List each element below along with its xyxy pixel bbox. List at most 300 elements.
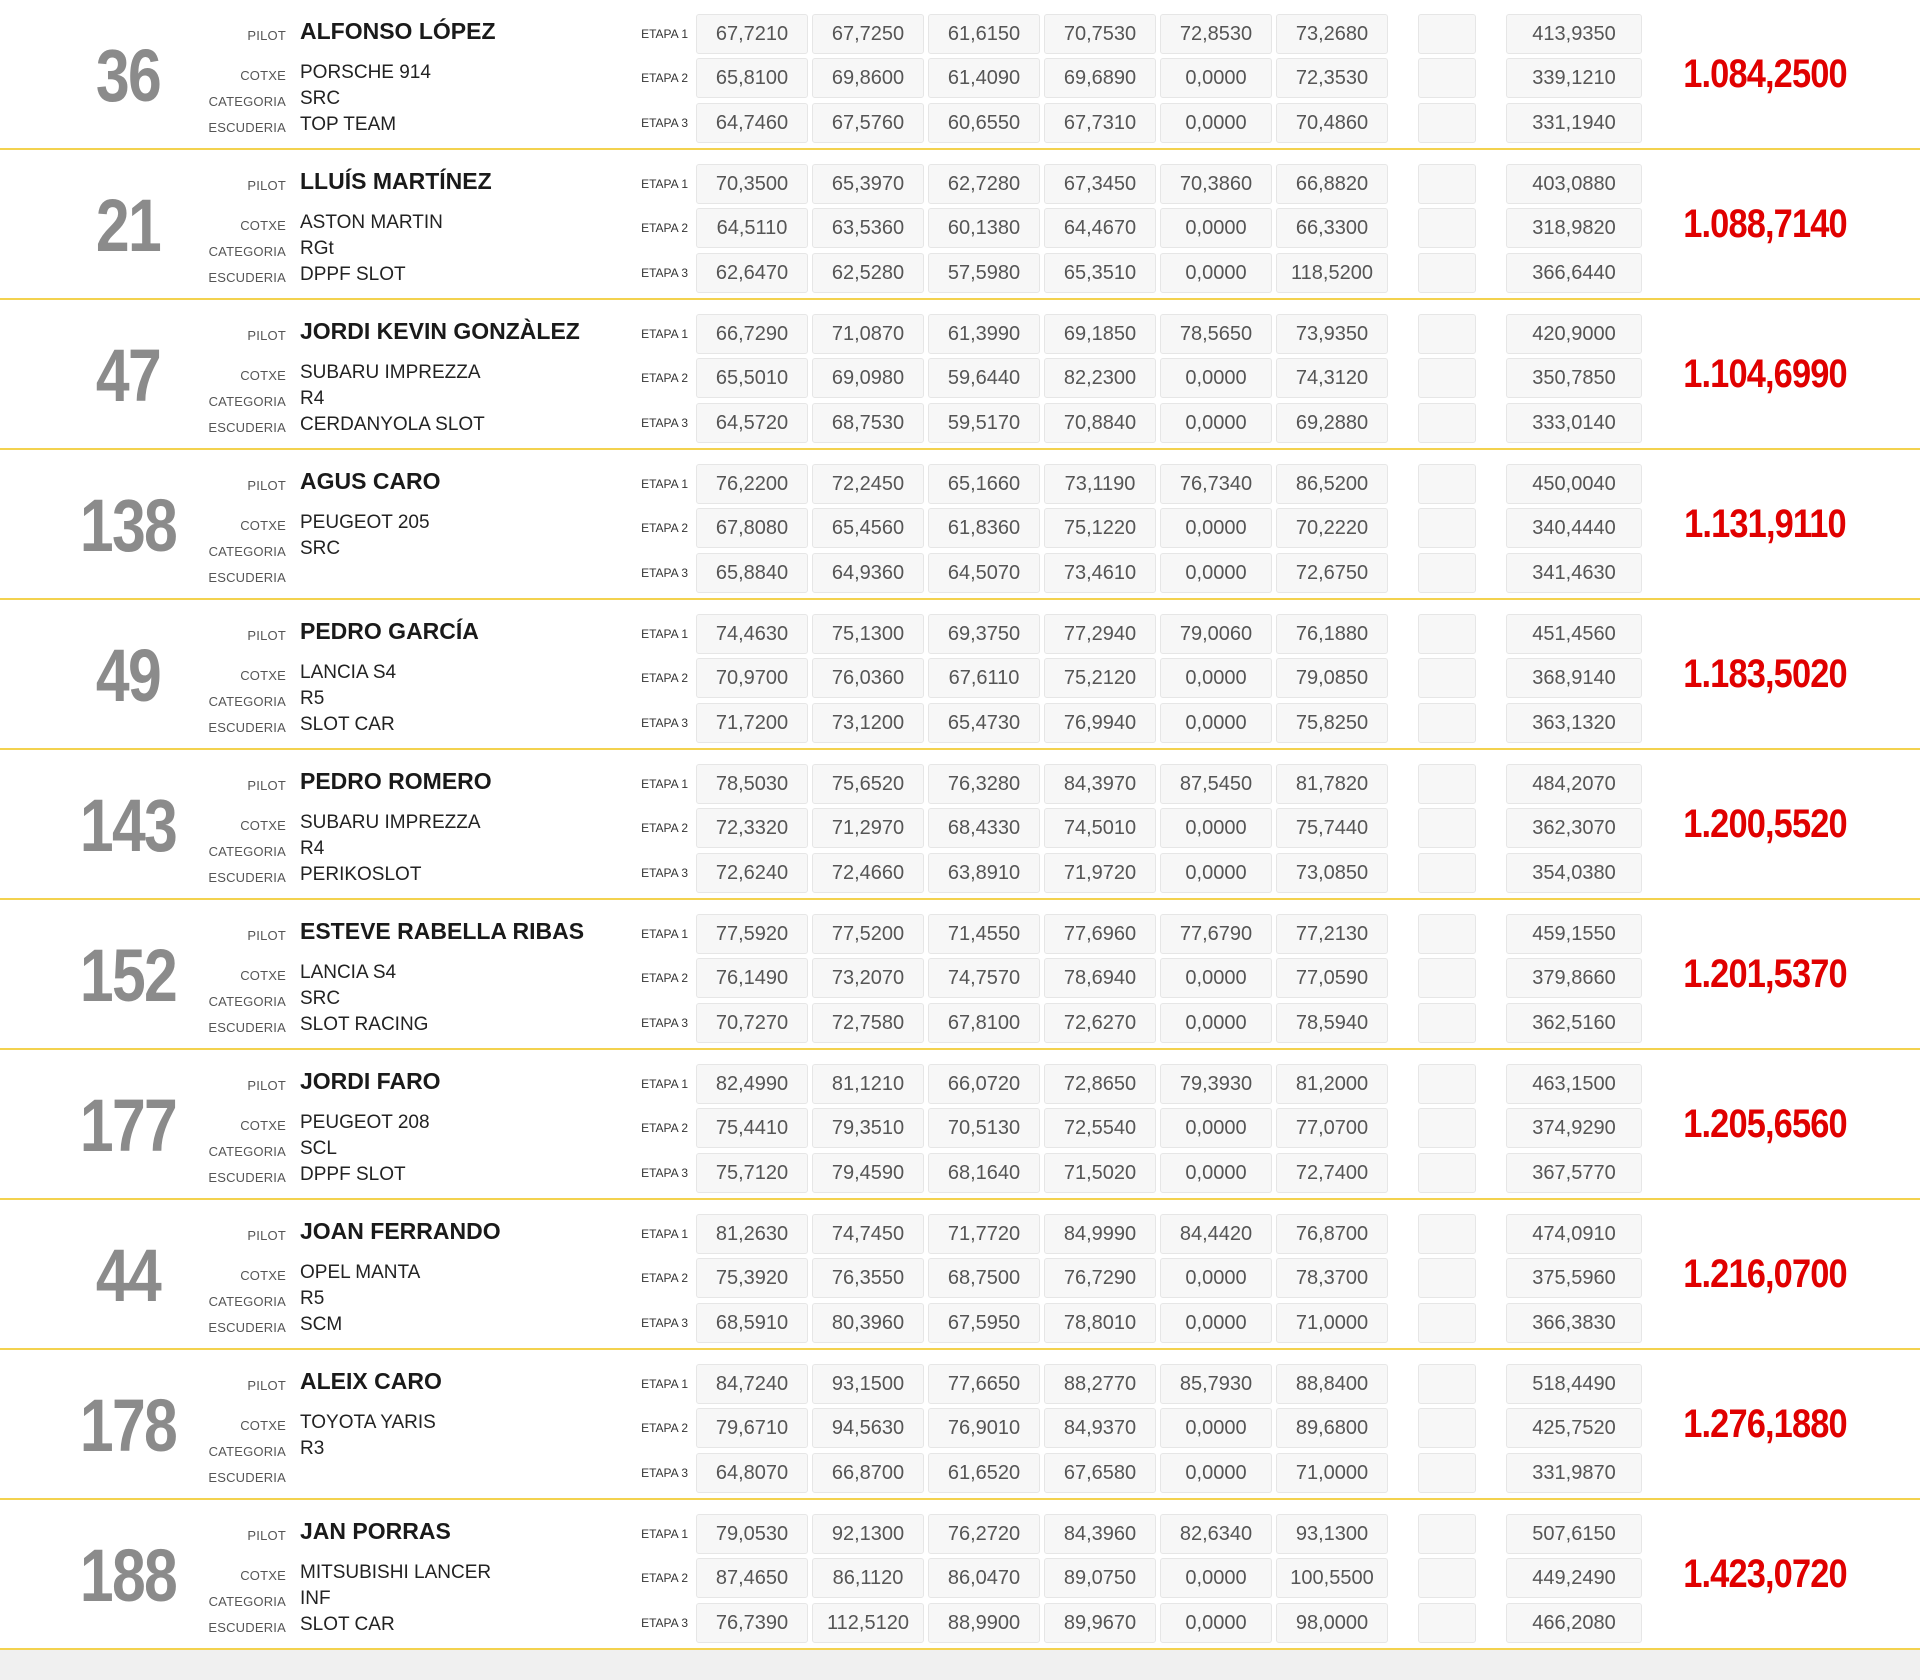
stage-time-cell: 86,1120 xyxy=(812,1558,924,1598)
overall-total: 1.084,2500 xyxy=(1683,52,1847,96)
stage-label: ETAPA 1 xyxy=(641,1377,688,1391)
stage-time-cell: 65,3970 xyxy=(812,164,924,204)
stage-time-cell: 75,3920 xyxy=(696,1258,808,1298)
stage-time-cell: 68,1640 xyxy=(928,1153,1040,1193)
team-value: SLOT RACING xyxy=(300,1014,429,1035)
category-value: R5 xyxy=(300,1288,325,1309)
stage-time-cell: 73,2680 xyxy=(1276,14,1388,54)
stage-time-cell: 70,2220 xyxy=(1276,508,1388,548)
car-value: PEUGEOT 208 xyxy=(300,1112,430,1133)
pilot-value: PEDRO ROMERO xyxy=(300,768,492,794)
stage-time-cell: 0,0000 xyxy=(1160,853,1272,893)
overall-total: 1.200,5520 xyxy=(1683,802,1847,846)
stage-time-cell: 76,8700 xyxy=(1276,1214,1388,1254)
stage-time-cell: 81,2630 xyxy=(696,1214,808,1254)
stage-time-cell: 68,5910 xyxy=(696,1303,808,1343)
empty-cell xyxy=(1418,658,1476,698)
pilot-label: PILOT xyxy=(247,178,286,193)
stage-total-cell: 366,3830 xyxy=(1506,1303,1642,1343)
category-label: CATEGORIA xyxy=(208,544,286,559)
stage-total-cell: 331,1940 xyxy=(1506,103,1642,143)
stage-time-cell: 118,5200 xyxy=(1276,253,1388,293)
result-entry xyxy=(0,1350,1920,1500)
stage-time-cell: 66,3300 xyxy=(1276,208,1388,248)
empty-cell xyxy=(1418,1364,1476,1404)
stage-label: ETAPA 1 xyxy=(641,327,688,341)
stage-label: ETAPA 2 xyxy=(641,371,688,385)
stage-label: ETAPA 1 xyxy=(641,27,688,41)
stage-total-cell: 354,0380 xyxy=(1506,853,1642,893)
empty-cell xyxy=(1418,208,1476,248)
empty-cell xyxy=(1418,703,1476,743)
team-label: ESCUDERIA xyxy=(208,570,286,585)
team-label: ESCUDERIA xyxy=(208,270,286,285)
stage-total-cell: 459,1550 xyxy=(1506,914,1642,954)
overall-total: 1.276,1880 xyxy=(1683,1402,1847,1446)
stage-label: ETAPA 3 xyxy=(641,1166,688,1180)
result-entry xyxy=(0,1500,1920,1650)
stage-total-cell: 339,1210 xyxy=(1506,58,1642,98)
stage-time-cell: 74,7570 xyxy=(928,958,1040,998)
stage-time-cell: 69,6890 xyxy=(1044,58,1156,98)
stage-total-cell: 450,0040 xyxy=(1506,464,1642,504)
overall-total: 1.088,7140 xyxy=(1683,202,1847,246)
pilot-value: JAN PORRAS xyxy=(300,1518,451,1544)
stage-time-cell: 75,7120 xyxy=(696,1153,808,1193)
stage-time-cell: 0,0000 xyxy=(1160,1258,1272,1298)
stage-time-cell: 73,9350 xyxy=(1276,314,1388,354)
category-label: CATEGORIA xyxy=(208,94,286,109)
category-label: CATEGORIA xyxy=(208,244,286,259)
stage-label: ETAPA 2 xyxy=(641,971,688,985)
stage-label: ETAPA 1 xyxy=(641,1527,688,1541)
stage-label: ETAPA 2 xyxy=(641,1271,688,1285)
team-value: TOP TEAM xyxy=(300,114,397,135)
overall-total: 1.131,9110 xyxy=(1684,502,1846,546)
category-value: SRC xyxy=(300,538,341,559)
stage-time-cell: 72,5540 xyxy=(1044,1108,1156,1148)
stage-time-cell: 94,5630 xyxy=(812,1408,924,1448)
empty-cell xyxy=(1418,808,1476,848)
team-value: PERIKOSLOT xyxy=(300,864,422,885)
stage-time-cell: 76,3280 xyxy=(928,764,1040,804)
category-label: CATEGORIA xyxy=(208,1594,286,1609)
stage-time-cell: 93,1500 xyxy=(812,1364,924,1404)
pilot-value: JORDI KEVIN GONZÀLEZ xyxy=(300,318,580,344)
stage-time-cell: 112,5120 xyxy=(812,1603,924,1643)
stage-time-cell: 82,2300 xyxy=(1044,358,1156,398)
stage-time-cell: 63,8910 xyxy=(928,853,1040,893)
empty-cell xyxy=(1418,914,1476,954)
stage-time-cell: 0,0000 xyxy=(1160,253,1272,293)
stage-time-cell: 70,3860 xyxy=(1160,164,1272,204)
stage-time-cell: 67,6580 xyxy=(1044,1453,1156,1493)
stage-label: ETAPA 2 xyxy=(641,1421,688,1435)
stage-time-cell: 79,6710 xyxy=(696,1408,808,1448)
stage-time-cell: 64,9360 xyxy=(812,553,924,593)
stage-time-cell: 77,5920 xyxy=(696,914,808,954)
stage-time-cell: 76,7340 xyxy=(1160,464,1272,504)
stage-label: ETAPA 3 xyxy=(641,266,688,280)
team-label: ESCUDERIA xyxy=(208,1320,286,1335)
car-label: COTXE xyxy=(240,668,286,683)
team-value: CERDANYOLA SLOT xyxy=(300,414,485,435)
car-value: ASTON MARTIN xyxy=(300,212,443,233)
stage-time-cell: 64,4670 xyxy=(1044,208,1156,248)
car-label: COTXE xyxy=(240,1418,286,1433)
stage-time-cell: 62,6470 xyxy=(696,253,808,293)
stage-time-cell: 59,5170 xyxy=(928,403,1040,443)
stage-time-cell: 76,2200 xyxy=(696,464,808,504)
stage-total-cell: 374,9290 xyxy=(1506,1108,1642,1148)
stage-total-cell: 474,0910 xyxy=(1506,1214,1642,1254)
stage-time-cell: 69,8600 xyxy=(812,58,924,98)
car-number: 49 xyxy=(95,633,161,717)
team-label: ESCUDERIA xyxy=(208,1170,286,1185)
stage-label: ETAPA 3 xyxy=(641,116,688,130)
pilot-value: ALEIX CARO xyxy=(300,1368,442,1394)
stage-time-cell: 80,3960 xyxy=(812,1303,924,1343)
stage-time-cell: 70,4860 xyxy=(1276,103,1388,143)
stage-time-cell: 89,9670 xyxy=(1044,1603,1156,1643)
empty-cell xyxy=(1418,403,1476,443)
stage-time-cell: 72,3320 xyxy=(696,808,808,848)
stage-total-cell: 379,8660 xyxy=(1506,958,1642,998)
stage-label: ETAPA 3 xyxy=(641,1616,688,1630)
stage-time-cell: 61,3990 xyxy=(928,314,1040,354)
team-label: ESCUDERIA xyxy=(208,720,286,735)
stage-total-cell: 341,4630 xyxy=(1506,553,1642,593)
stage-time-cell: 66,7290 xyxy=(696,314,808,354)
car-value: SUBARU IMPREZZA xyxy=(300,362,481,383)
car-label: COTXE xyxy=(240,818,286,833)
stage-time-cell: 79,3930 xyxy=(1160,1064,1272,1104)
stage-time-cell: 76,1490 xyxy=(696,958,808,998)
category-label: CATEGORIA xyxy=(208,1144,286,1159)
stage-time-cell: 67,7250 xyxy=(812,14,924,54)
stage-total-cell: 375,5960 xyxy=(1506,1258,1642,1298)
stage-total-cell: 362,5160 xyxy=(1506,1003,1642,1043)
stage-time-cell: 78,6940 xyxy=(1044,958,1156,998)
stage-time-cell: 0,0000 xyxy=(1160,1303,1272,1343)
stage-time-cell: 0,0000 xyxy=(1160,1003,1272,1043)
overall-total: 1.216,0700 xyxy=(1683,1252,1847,1296)
stage-time-cell: 71,0000 xyxy=(1276,1453,1388,1493)
result-entry xyxy=(0,600,1920,750)
stage-time-cell: 70,7530 xyxy=(1044,14,1156,54)
empty-cell xyxy=(1418,1514,1476,1554)
stage-time-cell: 65,4560 xyxy=(812,508,924,548)
stage-time-cell: 67,7310 xyxy=(1044,103,1156,143)
team-label: ESCUDERIA xyxy=(208,1620,286,1635)
stage-time-cell: 84,3960 xyxy=(1044,1514,1156,1554)
stage-total-cell: 484,2070 xyxy=(1506,764,1642,804)
overall-total: 1.205,6560 xyxy=(1683,1102,1847,1146)
stage-time-cell: 0,0000 xyxy=(1160,1603,1272,1643)
stage-time-cell: 70,3500 xyxy=(696,164,808,204)
stage-time-cell: 0,0000 xyxy=(1160,58,1272,98)
pilot-value: JOAN FERRANDO xyxy=(300,1218,501,1244)
empty-cell xyxy=(1418,1153,1476,1193)
empty-cell xyxy=(1418,1303,1476,1343)
stage-time-cell: 0,0000 xyxy=(1160,208,1272,248)
pilot-label: PILOT xyxy=(247,1228,286,1243)
stage-time-cell: 65,3510 xyxy=(1044,253,1156,293)
pilot-value: ALFONSO LÓPEZ xyxy=(300,18,496,44)
stage-time-cell: 84,9990 xyxy=(1044,1214,1156,1254)
stage-time-cell: 79,0060 xyxy=(1160,614,1272,654)
stage-time-cell: 61,6520 xyxy=(928,1453,1040,1493)
stage-time-cell: 64,5720 xyxy=(696,403,808,443)
stage-time-cell: 92,1300 xyxy=(812,1514,924,1554)
stage-time-cell: 77,6650 xyxy=(928,1364,1040,1404)
category-label: CATEGORIA xyxy=(208,1444,286,1459)
stage-time-cell: 75,7440 xyxy=(1276,808,1388,848)
team-value: SLOT CAR xyxy=(300,714,395,735)
stage-total-cell: 466,2080 xyxy=(1506,1603,1642,1643)
stage-time-cell: 67,5760 xyxy=(812,103,924,143)
stage-time-cell: 63,5360 xyxy=(812,208,924,248)
stage-time-cell: 0,0000 xyxy=(1160,808,1272,848)
stage-total-cell: 507,6150 xyxy=(1506,1514,1642,1554)
stage-total-cell: 449,2490 xyxy=(1506,1558,1642,1598)
stage-label: ETAPA 3 xyxy=(641,1466,688,1480)
empty-cell xyxy=(1418,58,1476,98)
stage-time-cell: 76,9940 xyxy=(1044,703,1156,743)
stage-time-cell: 74,3120 xyxy=(1276,358,1388,398)
stage-total-cell: 413,9350 xyxy=(1506,14,1642,54)
stage-time-cell: 81,2000 xyxy=(1276,1064,1388,1104)
pilot-label: PILOT xyxy=(247,28,286,43)
stage-time-cell: 88,2770 xyxy=(1044,1364,1156,1404)
team-label: ESCUDERIA xyxy=(208,1020,286,1035)
stage-time-cell: 0,0000 xyxy=(1160,403,1272,443)
stage-time-cell: 0,0000 xyxy=(1160,508,1272,548)
stage-time-cell: 0,0000 xyxy=(1160,1453,1272,1493)
stage-time-cell: 71,5020 xyxy=(1044,1153,1156,1193)
stage-total-cell: 463,1500 xyxy=(1506,1064,1642,1104)
car-number: 21 xyxy=(95,183,161,267)
stage-time-cell: 76,7390 xyxy=(696,1603,808,1643)
empty-cell xyxy=(1418,1603,1476,1643)
stage-label: ETAPA 3 xyxy=(641,1016,688,1030)
stage-time-cell: 67,7210 xyxy=(696,14,808,54)
stage-time-cell: 75,6520 xyxy=(812,764,924,804)
stage-time-cell: 64,7460 xyxy=(696,103,808,143)
stage-time-cell: 72,6750 xyxy=(1276,553,1388,593)
overall-total: 1.423,0720 xyxy=(1683,1552,1847,1596)
car-value: PEUGEOT 205 xyxy=(300,512,430,533)
stage-time-cell: 71,2970 xyxy=(812,808,924,848)
pilot-value: JORDI FARO xyxy=(300,1068,441,1094)
stage-label: ETAPA 2 xyxy=(641,521,688,535)
stage-time-cell: 62,5280 xyxy=(812,253,924,293)
stage-time-cell: 61,4090 xyxy=(928,58,1040,98)
stage-total-cell: 318,9820 xyxy=(1506,208,1642,248)
pilot-label: PILOT xyxy=(247,478,286,493)
stage-time-cell: 67,8080 xyxy=(696,508,808,548)
stage-time-cell: 87,5450 xyxy=(1160,764,1272,804)
team-value: SCM xyxy=(300,1314,343,1335)
car-label: COTXE xyxy=(240,218,286,233)
stage-time-cell: 0,0000 xyxy=(1160,103,1272,143)
team-label: ESCUDERIA xyxy=(208,870,286,885)
empty-cell xyxy=(1418,958,1476,998)
empty-cell xyxy=(1418,314,1476,354)
stage-time-cell: 72,8650 xyxy=(1044,1064,1156,1104)
overall-total: 1.104,6990 xyxy=(1683,352,1847,396)
team-value: DPPF SLOT xyxy=(300,1164,406,1185)
stage-time-cell: 76,1880 xyxy=(1276,614,1388,654)
stage-label: ETAPA 2 xyxy=(641,821,688,835)
empty-cell xyxy=(1418,1003,1476,1043)
stage-time-cell: 93,1300 xyxy=(1276,1514,1388,1554)
stage-time-cell: 0,0000 xyxy=(1160,553,1272,593)
stage-label: ETAPA 2 xyxy=(641,1121,688,1135)
stage-total-cell: 333,0140 xyxy=(1506,403,1642,443)
stage-time-cell: 81,7820 xyxy=(1276,764,1388,804)
stage-label: ETAPA 2 xyxy=(641,1571,688,1585)
car-number: 188 xyxy=(79,1533,177,1617)
stage-time-cell: 78,5940 xyxy=(1276,1003,1388,1043)
car-value: PORSCHE 914 xyxy=(300,62,431,83)
stage-time-cell: 70,7270 xyxy=(696,1003,808,1043)
stage-time-cell: 75,1300 xyxy=(812,614,924,654)
stage-total-cell: 518,4490 xyxy=(1506,1364,1642,1404)
stage-time-cell: 65,4730 xyxy=(928,703,1040,743)
stage-total-cell: 451,4560 xyxy=(1506,614,1642,654)
empty-cell xyxy=(1418,764,1476,804)
empty-cell xyxy=(1418,1064,1476,1104)
team-label: ESCUDERIA xyxy=(208,120,286,135)
stage-time-cell: 59,6440 xyxy=(928,358,1040,398)
stage-time-cell: 64,8070 xyxy=(696,1453,808,1493)
empty-cell xyxy=(1418,1453,1476,1493)
stage-total-cell: 340,4440 xyxy=(1506,508,1642,548)
stage-time-cell: 77,6790 xyxy=(1160,914,1272,954)
stage-time-cell: 84,3970 xyxy=(1044,764,1156,804)
stage-time-cell: 76,0360 xyxy=(812,658,924,698)
stage-time-cell: 84,4420 xyxy=(1160,1214,1272,1254)
stage-label: ETAPA 1 xyxy=(641,927,688,941)
stage-time-cell: 72,2450 xyxy=(812,464,924,504)
stage-time-cell: 61,8360 xyxy=(928,508,1040,548)
stage-time-cell: 0,0000 xyxy=(1160,358,1272,398)
stage-time-cell: 60,6550 xyxy=(928,103,1040,143)
empty-cell xyxy=(1418,1408,1476,1448)
stage-time-cell: 79,3510 xyxy=(812,1108,924,1148)
stage-time-cell: 88,8400 xyxy=(1276,1364,1388,1404)
stage-label: ETAPA 3 xyxy=(641,566,688,580)
result-entry xyxy=(0,150,1920,300)
empty-cell xyxy=(1418,103,1476,143)
stage-label: ETAPA 2 xyxy=(641,671,688,685)
stage-time-cell: 65,1660 xyxy=(928,464,1040,504)
stage-time-cell: 77,0590 xyxy=(1276,958,1388,998)
stage-time-cell: 73,0850 xyxy=(1276,853,1388,893)
stage-time-cell: 79,4590 xyxy=(812,1153,924,1193)
car-value: LANCIA S4 xyxy=(300,662,397,683)
stage-time-cell: 73,4610 xyxy=(1044,553,1156,593)
stage-time-cell: 0,0000 xyxy=(1160,1408,1272,1448)
pilot-label: PILOT xyxy=(247,1078,286,1093)
stage-label: ETAPA 2 xyxy=(641,71,688,85)
stage-time-cell: 89,0750 xyxy=(1044,1558,1156,1598)
pilot-label: PILOT xyxy=(247,1528,286,1543)
stage-time-cell: 78,3700 xyxy=(1276,1258,1388,1298)
category-label: CATEGORIA xyxy=(208,844,286,859)
stage-label: ETAPA 3 xyxy=(641,416,688,430)
result-entry xyxy=(0,0,1920,150)
stage-time-cell: 72,8530 xyxy=(1160,14,1272,54)
empty-cell xyxy=(1418,1558,1476,1598)
stage-time-cell: 73,1190 xyxy=(1044,464,1156,504)
pilot-label: PILOT xyxy=(247,778,286,793)
stage-total-cell: 367,5770 xyxy=(1506,1153,1642,1193)
stage-time-cell: 72,6270 xyxy=(1044,1003,1156,1043)
stage-time-cell: 0,0000 xyxy=(1160,703,1272,743)
stage-time-cell: 71,7200 xyxy=(696,703,808,743)
stage-time-cell: 77,2940 xyxy=(1044,614,1156,654)
car-label: COTXE xyxy=(240,1268,286,1283)
stage-time-cell: 76,7290 xyxy=(1044,1258,1156,1298)
stage-time-cell: 81,1210 xyxy=(812,1064,924,1104)
stage-time-cell: 68,4330 xyxy=(928,808,1040,848)
stage-time-cell: 0,0000 xyxy=(1160,1108,1272,1148)
team-label: ESCUDERIA xyxy=(208,1470,286,1485)
empty-cell xyxy=(1418,358,1476,398)
car-label: COTXE xyxy=(240,1568,286,1583)
stage-time-cell: 79,0850 xyxy=(1276,658,1388,698)
empty-cell xyxy=(1418,614,1476,654)
stage-time-cell: 77,6960 xyxy=(1044,914,1156,954)
result-entry xyxy=(0,450,1920,600)
car-value: MITSUBISHI LANCER xyxy=(300,1562,492,1583)
stage-time-cell: 86,0470 xyxy=(928,1558,1040,1598)
empty-cell xyxy=(1418,1108,1476,1148)
car-number: 138 xyxy=(79,483,177,567)
car-label: COTXE xyxy=(240,368,286,383)
stage-time-cell: 70,5130 xyxy=(928,1108,1040,1148)
category-label: CATEGORIA xyxy=(208,694,286,709)
stage-time-cell: 67,6110 xyxy=(928,658,1040,698)
stage-time-cell: 72,7400 xyxy=(1276,1153,1388,1193)
car-number: 177 xyxy=(79,1083,177,1167)
stage-time-cell: 69,0980 xyxy=(812,358,924,398)
stage-label: ETAPA 1 xyxy=(641,477,688,491)
car-label: COTXE xyxy=(240,1118,286,1133)
stage-total-cell: 368,9140 xyxy=(1506,658,1642,698)
stage-total-cell: 425,7520 xyxy=(1506,1408,1642,1448)
car-number: 47 xyxy=(95,333,161,417)
stage-time-cell: 89,6800 xyxy=(1276,1408,1388,1448)
stage-time-cell: 79,0530 xyxy=(696,1514,808,1554)
car-value: LANCIA S4 xyxy=(300,962,397,983)
car-number: 143 xyxy=(79,783,177,867)
category-value: INF xyxy=(300,1588,331,1609)
stage-time-cell: 0,0000 xyxy=(1160,658,1272,698)
stage-time-cell: 71,4550 xyxy=(928,914,1040,954)
category-label: CATEGORIA xyxy=(208,394,286,409)
stage-time-cell: 75,4410 xyxy=(696,1108,808,1148)
stage-label: ETAPA 3 xyxy=(641,716,688,730)
stage-time-cell: 69,3750 xyxy=(928,614,1040,654)
stage-time-cell: 65,5010 xyxy=(696,358,808,398)
empty-cell xyxy=(1418,164,1476,204)
stage-time-cell: 88,9900 xyxy=(928,1603,1040,1643)
stage-total-cell: 366,6440 xyxy=(1506,253,1642,293)
empty-cell xyxy=(1418,1214,1476,1254)
